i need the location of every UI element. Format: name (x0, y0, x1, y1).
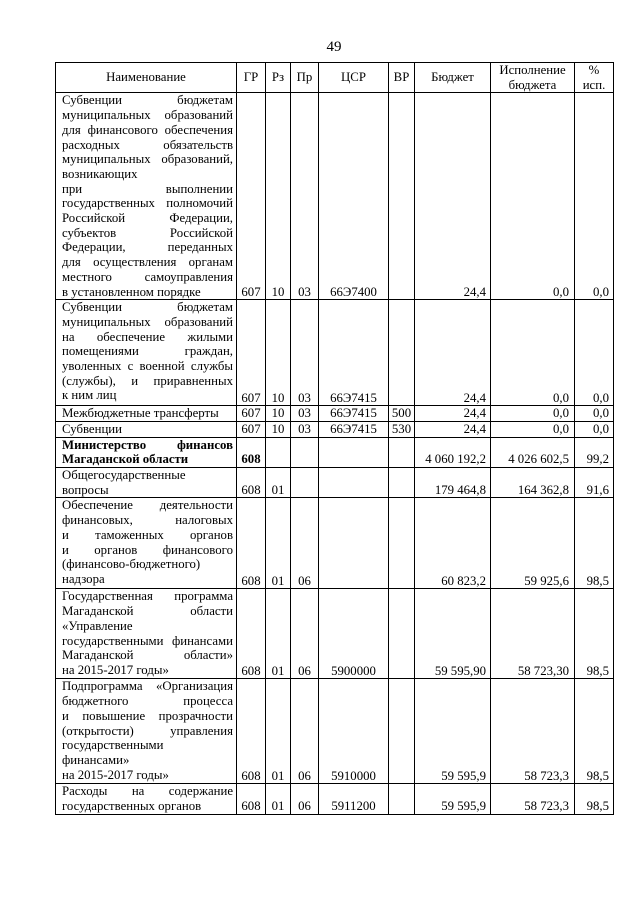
cell-execution: 0,0 (491, 300, 575, 406)
cell-rz: 10 (266, 300, 291, 406)
table-row (56, 784, 614, 814)
cell-gr: 608 (237, 784, 266, 814)
name-line: на 2015-2017 годы» (62, 662, 169, 677)
name-line: и таможенных органов (62, 527, 233, 542)
table-row (56, 93, 614, 300)
cell-vr (389, 468, 415, 498)
cell-rz: 01 (266, 468, 291, 498)
cell-percent: 98,5 (575, 589, 614, 679)
name-line: государственных полномочий (62, 196, 233, 211)
cell-percent: 98,5 (575, 679, 614, 784)
name-line: надзора (62, 571, 105, 586)
cell-csr: 5900000 (319, 589, 389, 679)
cell-gr: 607 (237, 421, 266, 437)
cell-execution: 58 723,3 (491, 679, 575, 784)
cell-name (56, 406, 237, 422)
header-name: Наименование (56, 63, 237, 93)
header-percent-line: % (588, 63, 600, 77)
cell-name (56, 589, 237, 679)
cell-execution: 59 925,6 (491, 498, 575, 589)
name-line: Субвенции бюджетам (62, 93, 233, 108)
cell-pr: 06 (291, 784, 319, 814)
cell-vr (389, 437, 415, 467)
name-line: на обеспечение жилыми (62, 329, 233, 344)
cell-gr: 608 (237, 679, 266, 784)
cell-budget: 4 060 192,2 (415, 437, 491, 467)
table-row (56, 406, 614, 422)
cell-vr (389, 300, 415, 406)
cell-percent: 91,6 (575, 468, 614, 498)
cell-execution: 0,0 (491, 93, 575, 300)
name-line: Общегосударственные (62, 468, 186, 483)
cell-vr (389, 498, 415, 589)
header-gr: ГР (237, 63, 266, 93)
name-line: в установленном порядке (62, 284, 201, 299)
cell-pr: 06 (291, 589, 319, 679)
cell-name (56, 468, 237, 498)
cell-execution: 4 026 602,5 (491, 437, 575, 467)
name-line: Министерство финансов (62, 437, 233, 452)
cell-budget: 24,4 (415, 406, 491, 422)
cell-pr: 06 (291, 679, 319, 784)
cell-pr (291, 437, 319, 467)
cell-csr: 66Э7415 (319, 300, 389, 406)
name-line: Подпрограмма «Организация (62, 679, 233, 694)
cell-vr: 530 (389, 421, 415, 437)
name-line: Обеспечение деятельности (62, 498, 233, 513)
name-line: и повышение прозрачности (62, 708, 233, 723)
name-line: государственными (62, 738, 164, 753)
cell-budget: 59 595,9 (415, 679, 491, 784)
cell-pr (291, 468, 319, 498)
name-line: Расходы на содержание (62, 784, 233, 799)
name-line: местного самоуправления (62, 269, 233, 284)
name-line: расходных обязательств (62, 137, 233, 152)
cell-percent: 98,5 (575, 784, 614, 814)
name-line: Российской Федерации, (62, 211, 233, 226)
table-row (56, 437, 614, 467)
name-line: муниципальных образований, (62, 152, 233, 167)
name-line: для финансового обеспечения (62, 122, 233, 137)
table-row (56, 468, 614, 498)
cell-name (56, 784, 237, 814)
cell-vr (389, 589, 415, 679)
cell-rz: 10 (266, 406, 291, 422)
name-line: бюджетного процесса (62, 694, 233, 709)
cell-csr (319, 468, 389, 498)
cell-rz: 01 (266, 784, 291, 814)
name-line: Государственная программа (62, 589, 233, 604)
cell-pr: 06 (291, 498, 319, 589)
cell-name (56, 437, 237, 467)
cell-csr: 66Э7400 (319, 93, 389, 300)
table-row (56, 679, 614, 784)
name-line: (открытости) управления (62, 723, 233, 738)
header-percent (575, 63, 614, 93)
cell-vr (389, 679, 415, 784)
name-line: помещениями граждан, (62, 344, 233, 359)
header-row (56, 63, 614, 93)
cell-csr: 5910000 (319, 679, 389, 784)
cell-gr: 607 (237, 93, 266, 300)
header-execution (491, 63, 575, 93)
cell-name (56, 679, 237, 784)
header-budget: Бюджет (415, 63, 491, 93)
name-line: муниципальных образований (62, 314, 233, 329)
cell-name (56, 93, 237, 300)
cell-gr: 608 (237, 589, 266, 679)
cell-percent: 0,0 (575, 300, 614, 406)
cell-name (56, 300, 237, 406)
cell-gr: 608 (237, 468, 266, 498)
name-line: финансами» (62, 752, 130, 767)
header-rz: Рз (266, 63, 291, 93)
table-row (56, 300, 614, 406)
cell-csr (319, 498, 389, 589)
cell-execution: 0,0 (491, 421, 575, 437)
cell-rz: 10 (266, 93, 291, 300)
cell-budget: 59 595,90 (415, 589, 491, 679)
name-line: Межбюджетные трансферты (62, 406, 219, 421)
cell-rz: 01 (266, 589, 291, 679)
cell-csr (319, 437, 389, 467)
name-line: государственных органов (62, 799, 202, 814)
name-line: для осуществления органам (62, 255, 233, 270)
name-line: Магаданской области (62, 452, 189, 467)
table-body (56, 93, 614, 814)
cell-execution: 0,0 (491, 406, 575, 422)
cell-rz: 10 (266, 421, 291, 437)
cell-vr (389, 93, 415, 300)
name-line: государственными финансами (62, 633, 233, 648)
name-line: уволенных с военной службы (62, 359, 233, 374)
name-line: финансовых, налоговых (62, 513, 233, 528)
name-line: Субвенции бюджетам (62, 300, 233, 315)
cell-budget: 179 464,8 (415, 468, 491, 498)
cell-percent: 0,0 (575, 93, 614, 300)
cell-pr: 03 (291, 300, 319, 406)
name-line: при выполнении (62, 181, 233, 196)
cell-pr: 03 (291, 406, 319, 422)
header-pr: Пр (291, 63, 319, 93)
cell-percent: 98,5 (575, 498, 614, 589)
name-line: Магаданской области» (62, 648, 233, 663)
cell-gr: 608 (237, 498, 266, 589)
cell-rz: 01 (266, 679, 291, 784)
name-line: к ним лиц (62, 388, 117, 403)
budget-table (55, 62, 614, 815)
cell-budget: 24,4 (415, 421, 491, 437)
name-line: (финансово-бюджетного) (62, 557, 201, 572)
cell-budget: 24,4 (415, 300, 491, 406)
cell-pr: 03 (291, 421, 319, 437)
name-line: Субвенции (62, 421, 122, 436)
table-row (56, 421, 614, 437)
header-percent-line: исп. (582, 77, 606, 92)
page-number: 49 (326, 39, 342, 55)
name-line: на 2015-2017 годы» (62, 767, 169, 782)
cell-percent: 0,0 (575, 421, 614, 437)
header-execution-line: Исполнение (499, 63, 566, 77)
name-line: муниципальных образований (62, 108, 233, 123)
cell-gr: 607 (237, 300, 266, 406)
name-line: возникающих (62, 166, 138, 181)
name-line: Магаданской области (62, 604, 233, 619)
cell-csr: 5911200 (319, 784, 389, 814)
cell-vr (389, 784, 415, 814)
table-row (56, 589, 614, 679)
cell-name (56, 498, 237, 589)
cell-budget: 60 823,2 (415, 498, 491, 589)
header-csr: ЦСР (319, 63, 389, 93)
cell-name (56, 421, 237, 437)
name-line: Федерации, переданных (62, 240, 233, 255)
cell-pr: 03 (291, 93, 319, 300)
cell-csr: 66Э7415 (319, 406, 389, 422)
cell-percent: 99,2 (575, 437, 614, 467)
cell-rz: 01 (266, 498, 291, 589)
name-line: субъектов Российской (62, 225, 233, 240)
cell-csr: 66Э7415 (319, 421, 389, 437)
cell-execution: 164 362,8 (491, 468, 575, 498)
cell-budget: 24,4 (415, 93, 491, 300)
cell-execution: 58 723,30 (491, 589, 575, 679)
cell-percent: 0,0 (575, 406, 614, 422)
header-vr: ВР (389, 63, 415, 93)
cell-execution: 58 723,3 (491, 784, 575, 814)
name-line: вопросы (62, 482, 109, 497)
cell-gr: 608 (237, 437, 266, 467)
cell-rz (266, 437, 291, 467)
cell-gr: 607 (237, 406, 266, 422)
table-row (56, 498, 614, 589)
cell-budget: 59 595,9 (415, 784, 491, 814)
name-line: «Управление (62, 618, 133, 633)
header-execution-line: бюджета (508, 77, 557, 92)
cell-vr: 500 (389, 406, 415, 422)
name-line: (службы), и приравненных (62, 373, 233, 388)
name-line: и органов финансового (62, 542, 233, 557)
